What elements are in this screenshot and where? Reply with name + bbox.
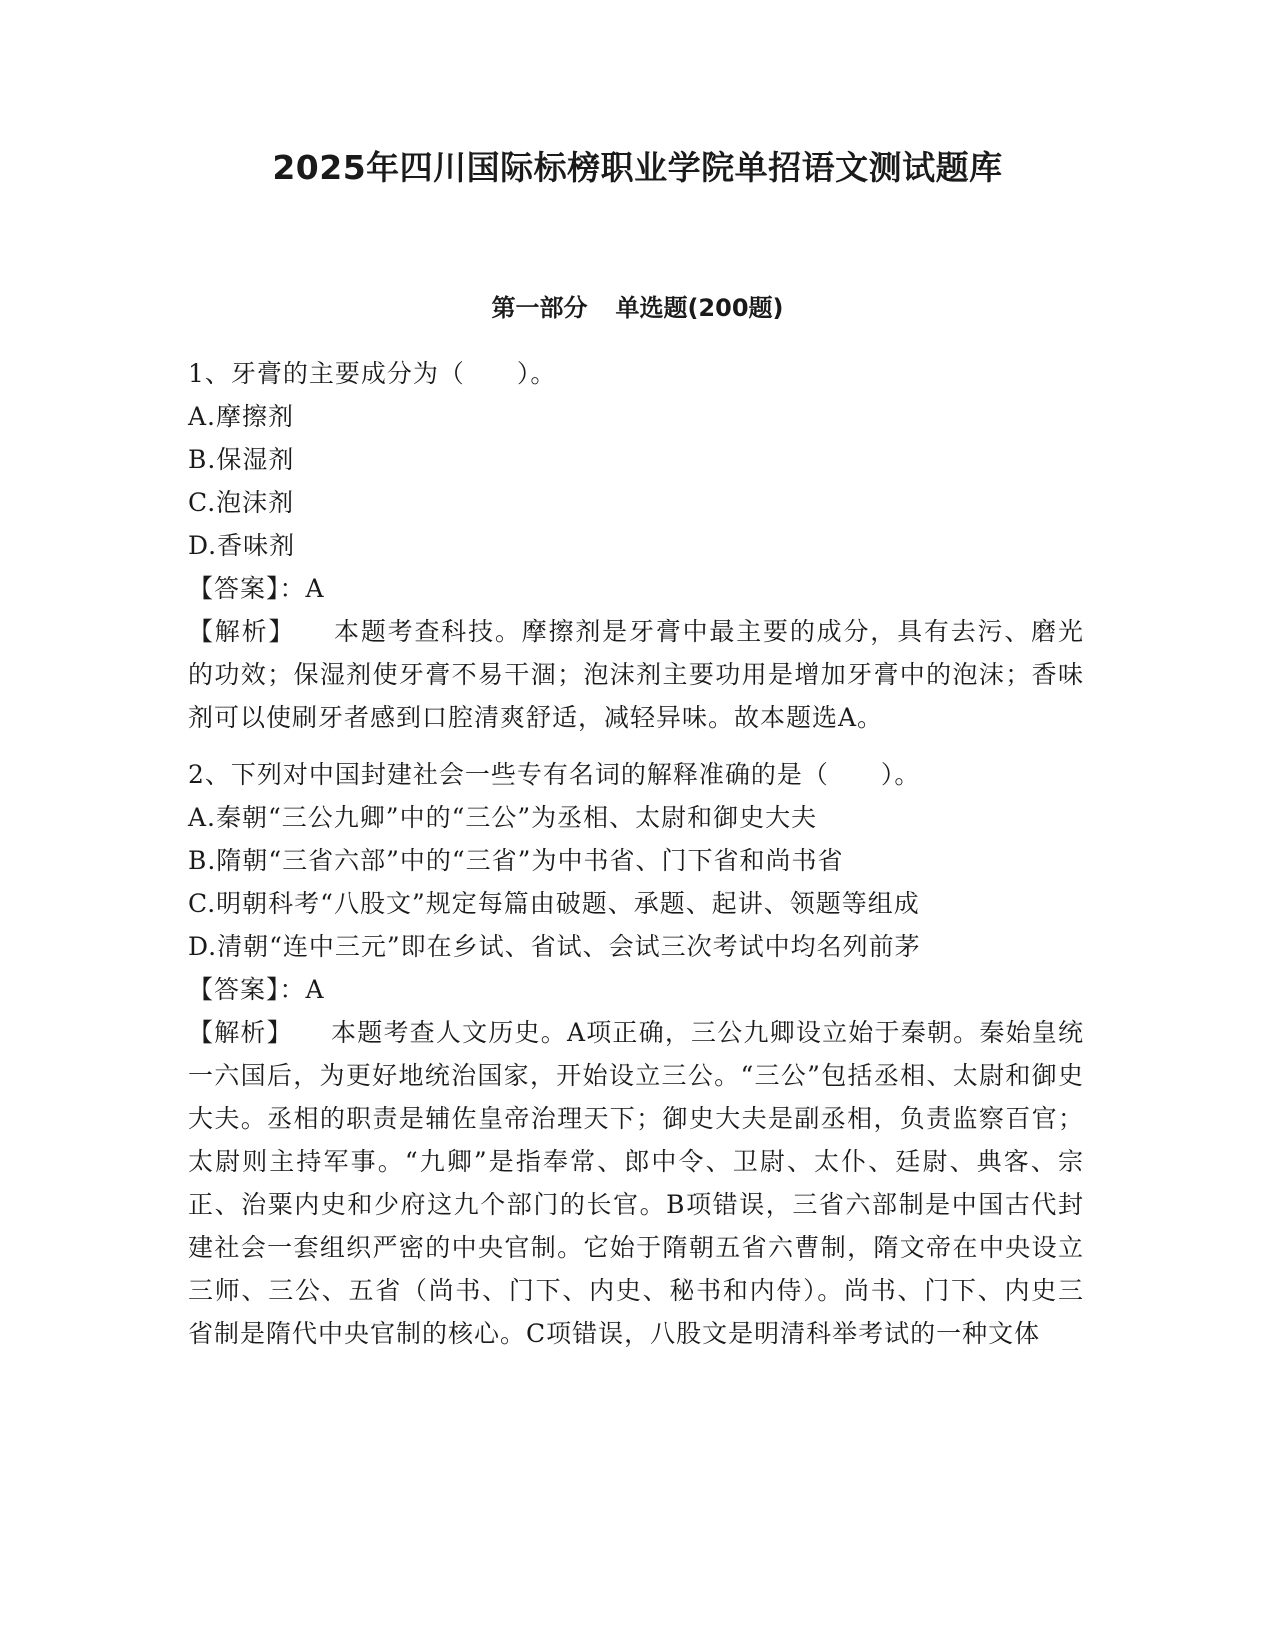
option-a: A.秦朝“三公九卿”中的“三公”为丞相、太尉和御史大夫 xyxy=(188,803,818,832)
analysis-text: 本题考查人文历史。A项正确，三公九卿设立始于秦朝。秦始皇统一六国后，为更好地统治国家，开始设立三公。“三公”包括丞相、太尉和御史大夫。丞相的职责是辅佐皇帝治理天下；御史大夫是副丞相，负责监察百官；太尉则主持军事。“九卿”是指奉常、郎中令、卫尉、太仆、廷尉、典客、宗正、治粟内史和少府这九个部门的长官。B项错误，三省六部制是中国古代封建社会一套组织严密的中央官制。它始于隋朝五省六曹制，隋文帝在中央设立三师、三公、五省（尚书、门下、内史、秘书和内侍）。尚书、门下、内史三省制是隋代中央官制的核心。C项错误，八股文是明清科举考试的一种文体 xyxy=(188,1018,1084,1348)
answer-line: 【答案】：A xyxy=(188,574,325,603)
analysis-text: 本题考查科技。摩擦剂是牙膏中最主要的成分，具有去污、磨光的功效；保湿剂使牙膏不易干涸；泡沫剂主要功用是增加牙膏中的泡沫；香味剂可以使刷牙者感到口腔清爽舒适，减轻异味。故本题选A。 xyxy=(188,617,1084,732)
document-title: 2025年四川国际标榜职业学院单招语文测试题库 xyxy=(272,148,1003,187)
option-a: A.摩擦剂 xyxy=(188,402,295,431)
option-d: D.香味剂 xyxy=(188,531,296,560)
option-b: B.保湿剂 xyxy=(188,445,295,474)
analysis-label: 【解析】 xyxy=(188,1018,293,1047)
question-item xyxy=(188,753,1084,1355)
option-c: C.泡沫剂 xyxy=(188,488,295,517)
section-name-label: 单选题(200题) xyxy=(615,294,784,322)
question-stem: 1、牙膏的主要成分为（ ）。 xyxy=(188,359,557,388)
question-list xyxy=(188,352,1084,1355)
question-stem: 2、下列对中国封建社会一些专有名词的解释准确的是（ ）。 xyxy=(188,760,921,789)
option-d: D.清朝“连中三元”即在乡试、省试、会试三次考试中均名列前茅 xyxy=(188,932,921,961)
analysis-paragraph xyxy=(188,610,1084,739)
section-part-label: 第一部分 xyxy=(491,294,588,322)
section-heading xyxy=(0,292,1275,324)
answer-line: 【答案】：A xyxy=(188,975,325,1004)
analysis-paragraph xyxy=(188,1011,1084,1355)
option-c: C.明朝科考“八股文”规定每篇由破题、承题、起讲、领题等组成 xyxy=(188,889,920,918)
analysis-label: 【解析】 xyxy=(188,617,296,646)
question-item xyxy=(188,352,1084,739)
option-b: B.隋朝“三省六部”中的“三省”为中书省、门下省和尚书省 xyxy=(188,846,844,875)
